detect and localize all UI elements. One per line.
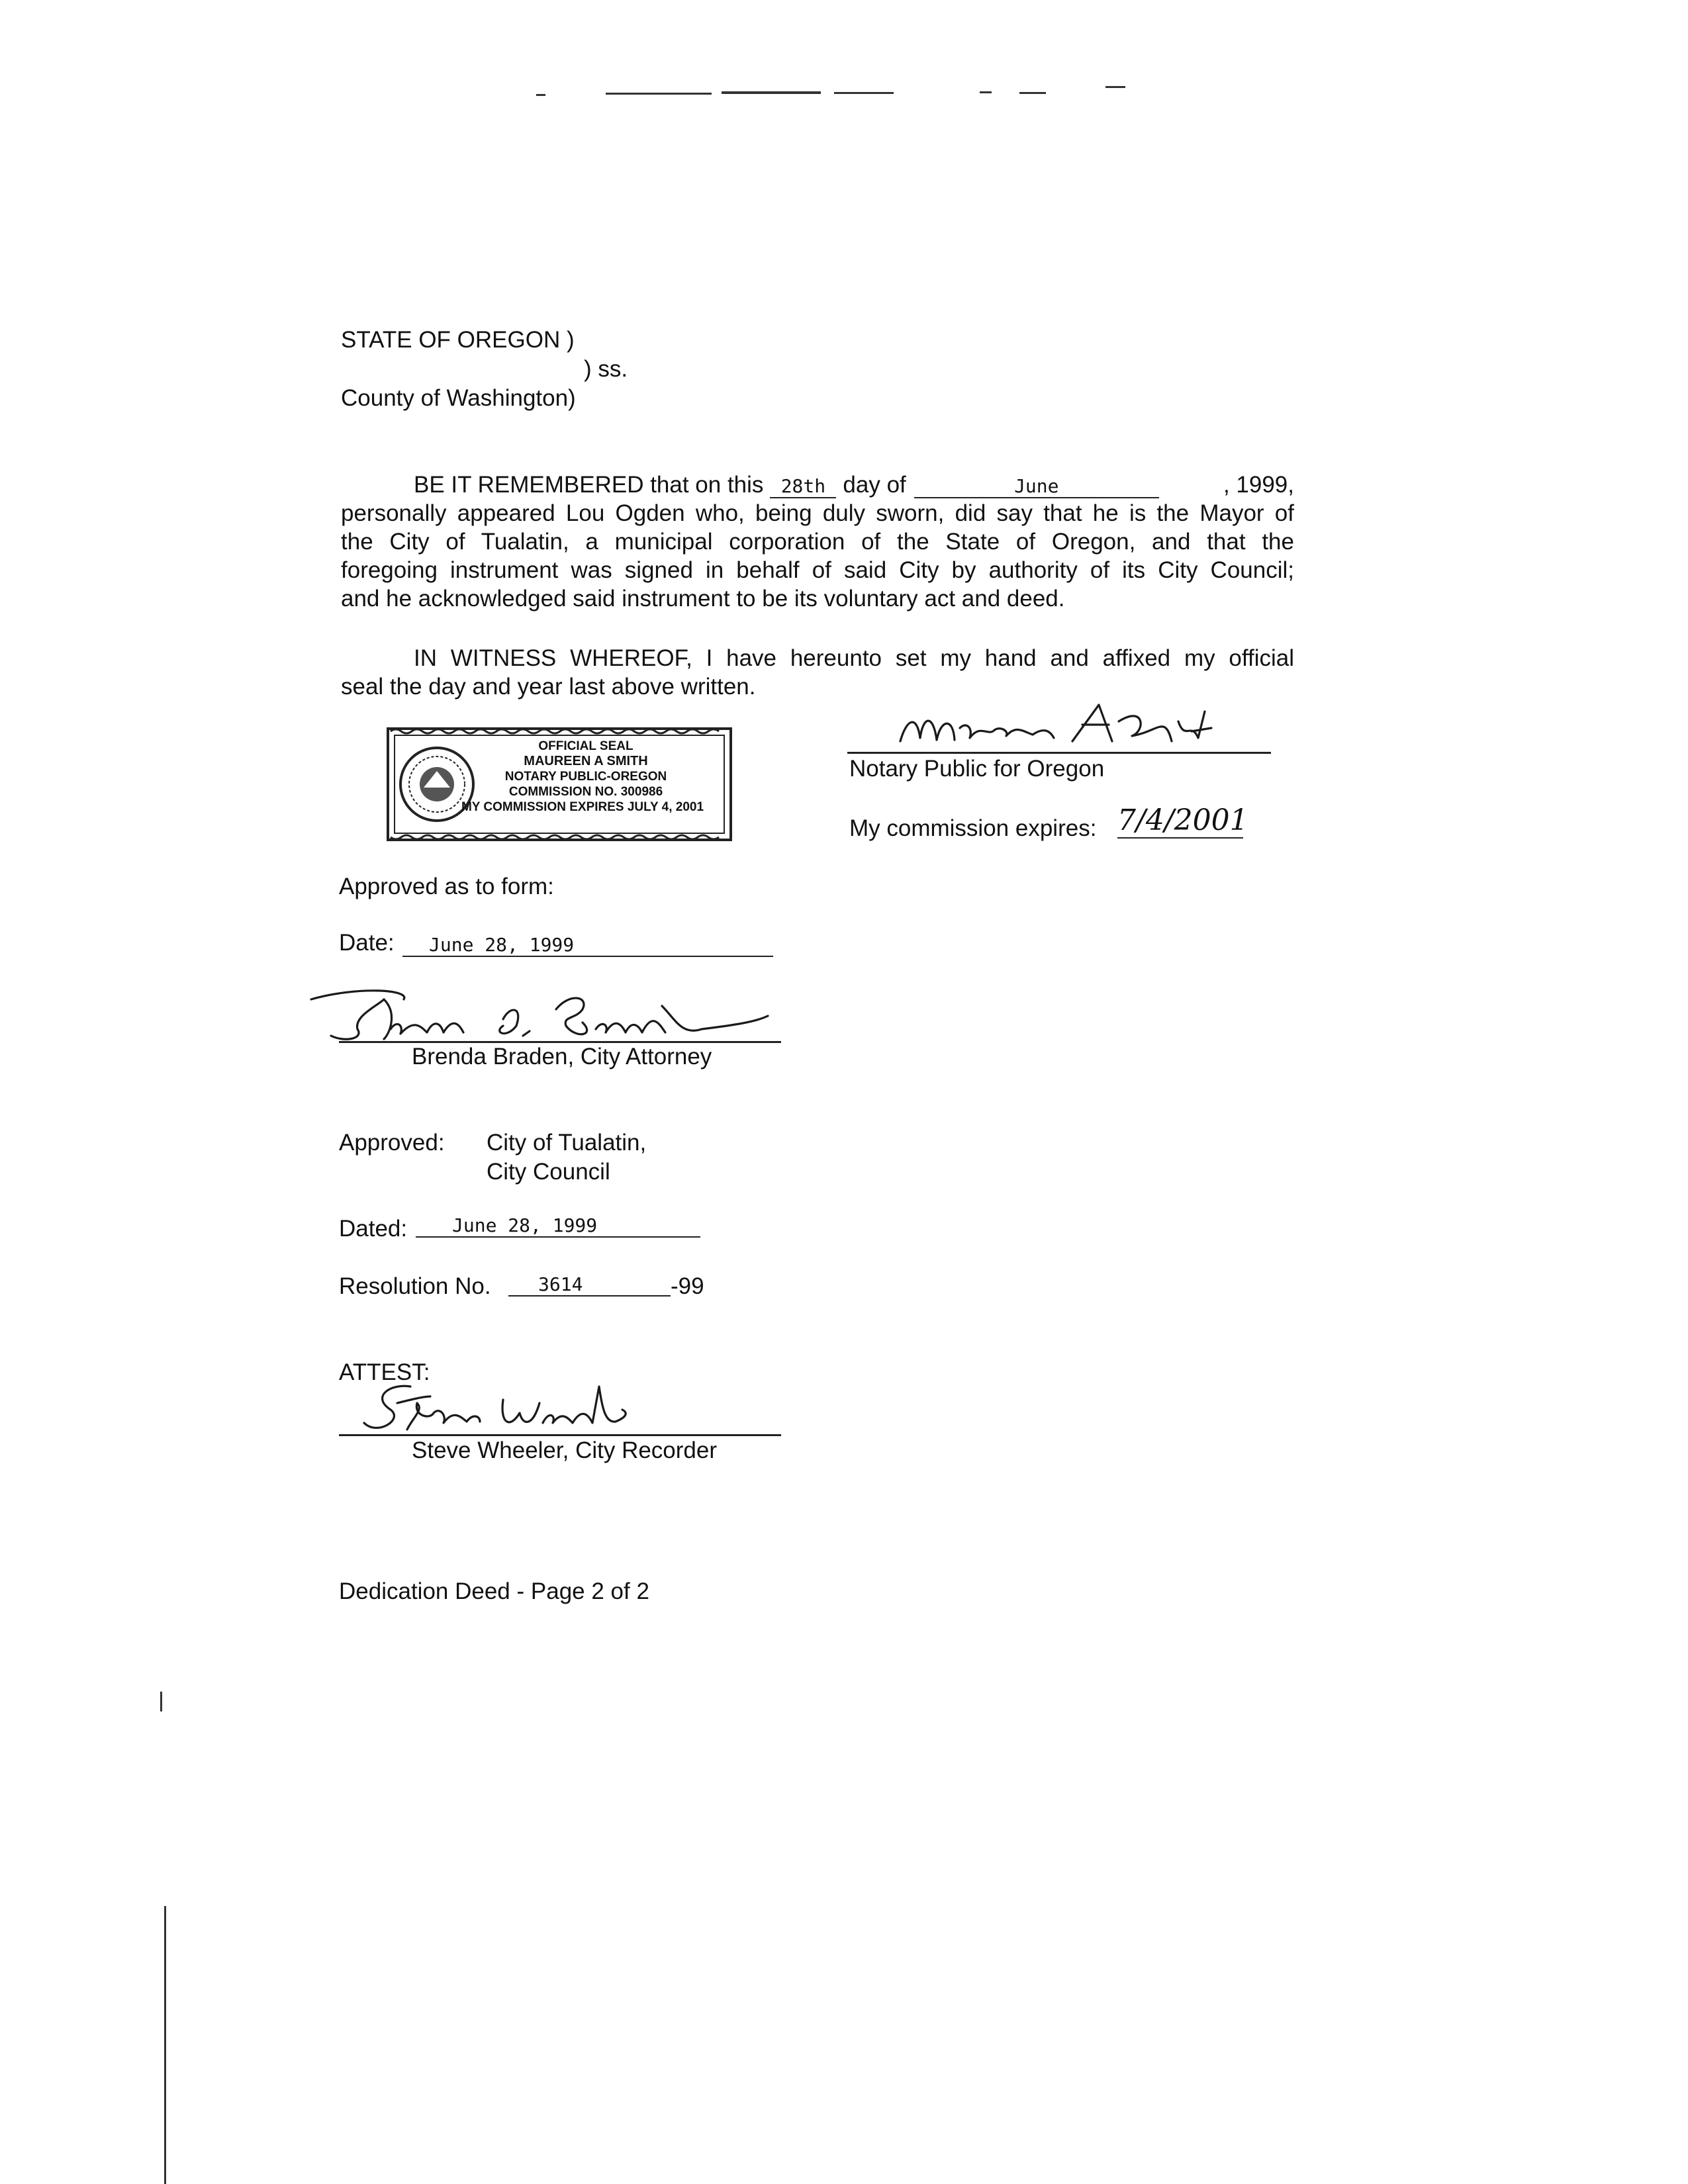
notary-title: Notary Public for Oregon (849, 756, 1105, 782)
council-approved-line-2: City Council (487, 1159, 610, 1185)
dated-label: Dated: (339, 1216, 408, 1242)
attorney-name: Brenda Braden, City Attorney (412, 1044, 712, 1069)
seal-line-3: NOTARY PUBLIC-OREGON (504, 770, 667, 784)
acknowledgment-paragraph: BE IT REMEMBERED that on this 28th day of June , 1999, personally appeared Lou Ogden who, being duly sworn, did say that he is the Mayor of the City of Tualatin, a municipal corporation of the State of Oregon, and that the foregoing instrument was signed in behalf of said City by authority of its City Council; and he acknowledged said instrument to be its voluntary act and deed. (341, 472, 1294, 612)
commission-expires-label: My commission expires: (849, 815, 1097, 841)
venue-ss: ) ss. (584, 356, 628, 382)
approval-date-label: Date: (339, 930, 395, 956)
resolution-label: Resolution No. (339, 1273, 491, 1299)
dated-value: June 28, 1999 (416, 1215, 700, 1238)
attest-label: ATTEST: (339, 1359, 430, 1385)
venue-county: County of Washington) (341, 385, 576, 411)
council-approved-label: Approved: (339, 1130, 445, 1156)
seal-line-1: OFFICIAL SEAL (538, 739, 633, 753)
approved-as-to-form-label: Approved as to form: (339, 874, 554, 899)
page-footer: Dedication Deed - Page 2 of 2 (339, 1578, 649, 1604)
notary-signature (880, 695, 1225, 761)
resolution-number: 3614 (508, 1274, 671, 1297)
notary-seal (384, 725, 735, 844)
seal-line-5: MY COMMISSION EXPIRES JULY 4, 2001 (461, 800, 704, 814)
month-field: June (914, 476, 1159, 498)
venue-state: STATE OF OREGON ) (341, 327, 575, 353)
council-approved-line-1: City of Tualatin, (487, 1130, 647, 1156)
commission-expires-value: 7/4/2001 (1117, 803, 1248, 837)
day-field: 28th (770, 476, 836, 498)
seal-line-4: COMMISSION NO. 300986 (508, 785, 663, 799)
recorder-signature (351, 1377, 649, 1443)
resolution-suffix: -99 (671, 1273, 704, 1299)
seal-line-2: MAUREEN A SMITH (524, 754, 648, 768)
notary-signature-line (847, 752, 1271, 754)
witness-paragraph: IN WITNESS WHEREOF, I have hereunto set my hand and affixed my official seal the day and year last above written. (341, 645, 1294, 700)
approval-date-value: June 28, 1999 (402, 934, 773, 957)
recorder-name: Steve Wheeler, City Recorder (412, 1437, 718, 1463)
